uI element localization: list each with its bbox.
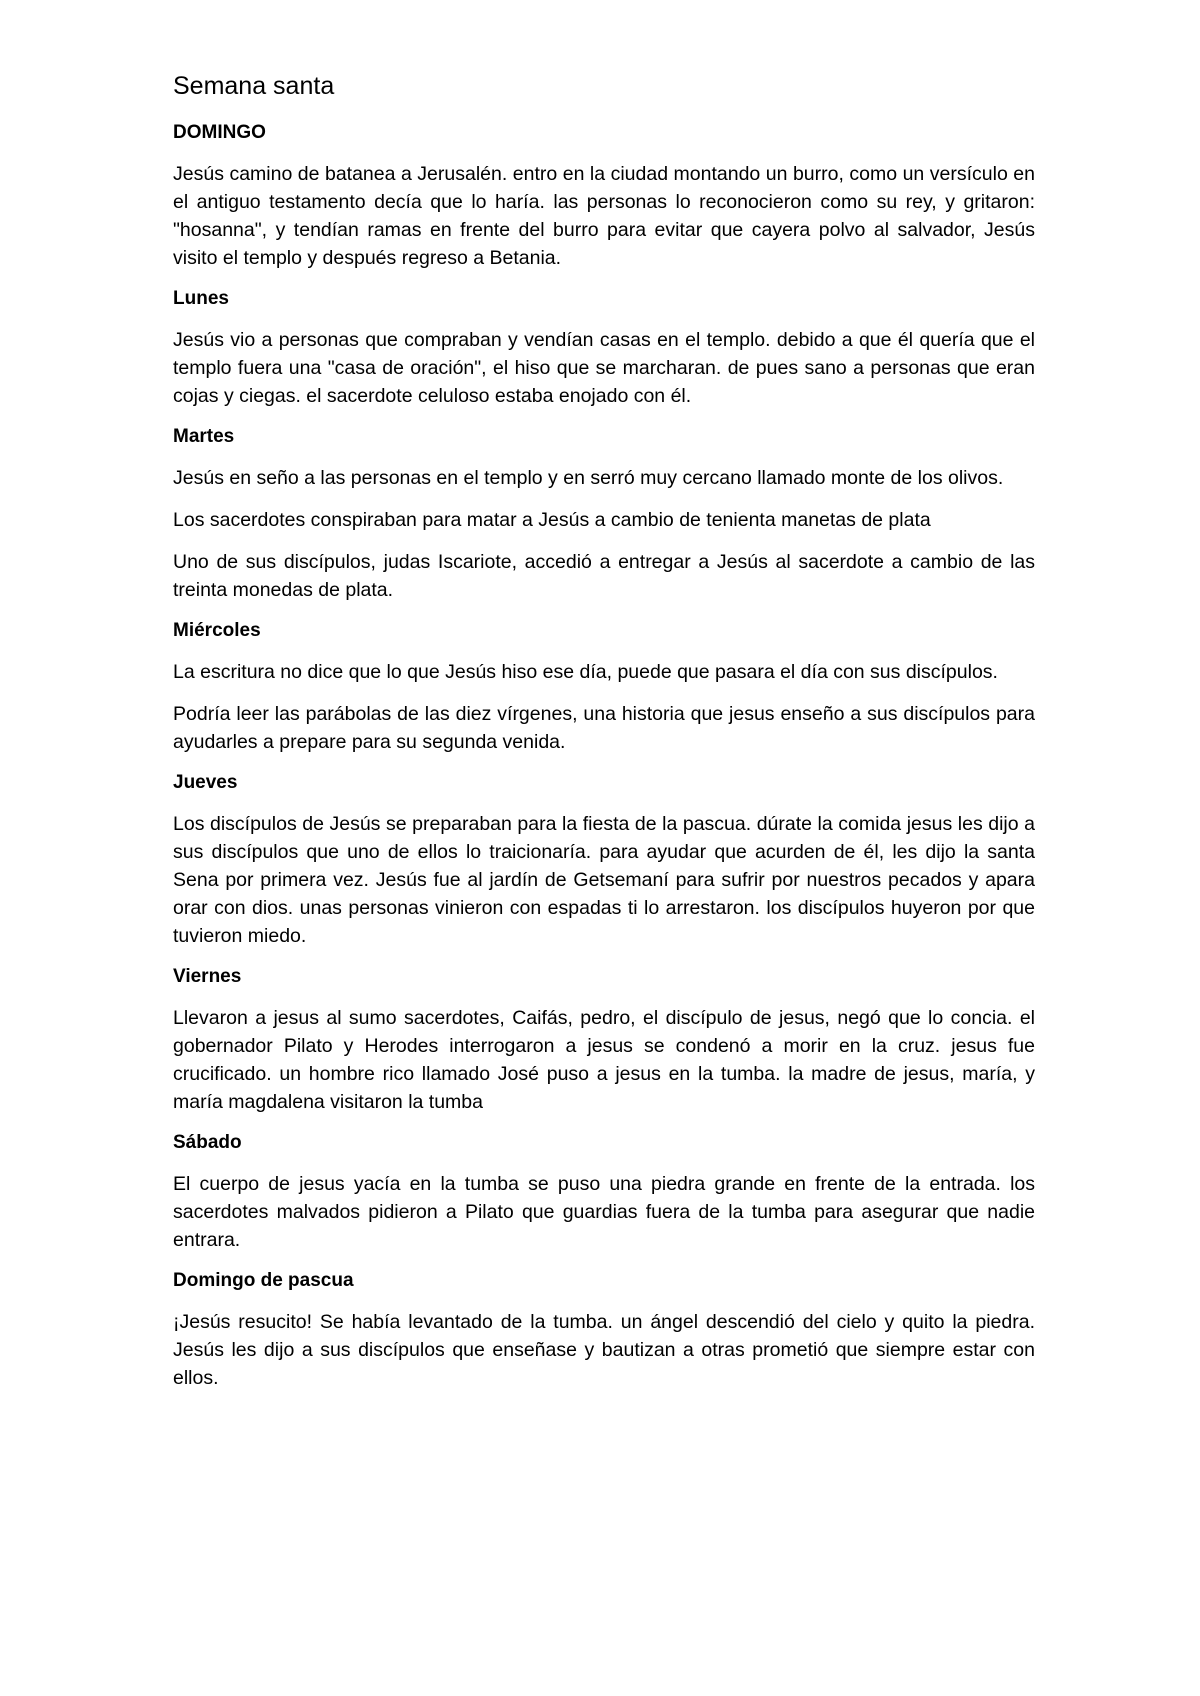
paragraph: Podría leer las parábolas de las diez vírgenes, una historia que jesus enseño a sus discípulos para ayudarles a prepare para su segunda venida.: [173, 703, 1035, 753]
page-title: Semana santa: [173, 72, 335, 100]
paragraph: Uno de sus discípulos, judas Iscariote, accedió a entregar a Jesús al sacerdote a cambio de las treinta monedas de plata.: [173, 551, 1035, 601]
document-page: [173, 70, 1035, 1406]
section-heading: Martes: [173, 426, 235, 447]
section-sabado: [173, 1130, 1035, 1254]
section-domingo: [173, 120, 1035, 272]
section-lunes: [173, 286, 1035, 410]
paragraph: El cuerpo de jesus yacía en la tumba se puso una piedra grande en frente de la entrada. los sacerdotes malvados pidieron a Pilato que guardias fuera de la tumba para asegurar que nadie entrara.: [173, 1173, 1035, 1251]
paragraph: Los sacerdotes conspiraban para matar a Jesús a cambio de tenienta manetas de plata: [173, 509, 931, 531]
section-heading: Miércoles: [173, 620, 261, 641]
paragraph: Los discípulos de Jesús se preparaban para la fiesta de la pascua. dúrate la comida jesus les dijo a sus discípulos que uno de ellos lo traicionaría. para ayudar que acurden de él, les dijo la santa Sena por primera vez. Jesús fue al jardín de Getsemaní para sufrir por nuestros pecados y apara orar con dios. unas personas vinieron con espadas ti lo arrestaron. los discípulos huyeron por que tuvieron miedo.: [173, 813, 1035, 947]
paragraph: Llevaron a jesus al sumo sacerdotes, Caifás, pedro, el discípulo de jesus, negó que lo concia. el gobernador Pilato y Herodes interrogaron a jesus se condenó a morir en la cruz. jesus fue crucificado. un hombre rico llamado José puso a jesus en la tumba. la madre de jesus, maría, y maría magdalena visitaron la tumba: [173, 1007, 1035, 1113]
section-jueves: [173, 770, 1035, 950]
section-viernes: [173, 964, 1035, 1116]
paragraph: ¡Jesús resucito! Se había levantado de la tumba. un ángel descendió del cielo y quito la piedra. Jesús les dijo a sus discípulos que enseñase y bautizan a otras prometió que siempre estar con ellos.: [173, 1311, 1035, 1389]
paragraph: La escritura no dice que lo que Jesús hiso ese día, puede que pasara el día con sus discípulos.: [173, 661, 998, 683]
section-heading: Jueves: [173, 772, 238, 793]
section-martes: [173, 424, 1035, 604]
section-heading: Lunes: [173, 288, 229, 309]
paragraph: Jesús camino de batanea a Jerusalén. entro en la ciudad montando un burro, como un versículo en el antiguo testamento decía que lo haría. las personas lo reconocieron como su rey, y gritaron: "hosanna", y tendían ramas en frente del burro para evitar que cayera polvo al salvador, Jesús visito el templo y después regreso a Betania.: [173, 163, 1035, 269]
section-heading: Viernes: [173, 966, 242, 987]
section-heading: Sábado: [173, 1132, 242, 1153]
section-domingo-de-pascua: [173, 1268, 1035, 1392]
paragraph: Jesús vio a personas que compraban y vendían casas en el templo. debido a que él quería que el templo fuera una "casa de oración", el hiso que se marcharan. de pues sano a personas que eran cojas y ciegas. el sacerdote celuloso estaba enojado con él.: [173, 329, 1035, 407]
section-heading: Domingo de pascua: [173, 1270, 354, 1291]
paragraph: Jesús en seño a las personas en el templo y en serró muy cercano llamado monte de los olivos.: [173, 467, 1004, 489]
section-miercoles: [173, 618, 1035, 756]
section-heading: DOMINGO: [173, 122, 266, 143]
